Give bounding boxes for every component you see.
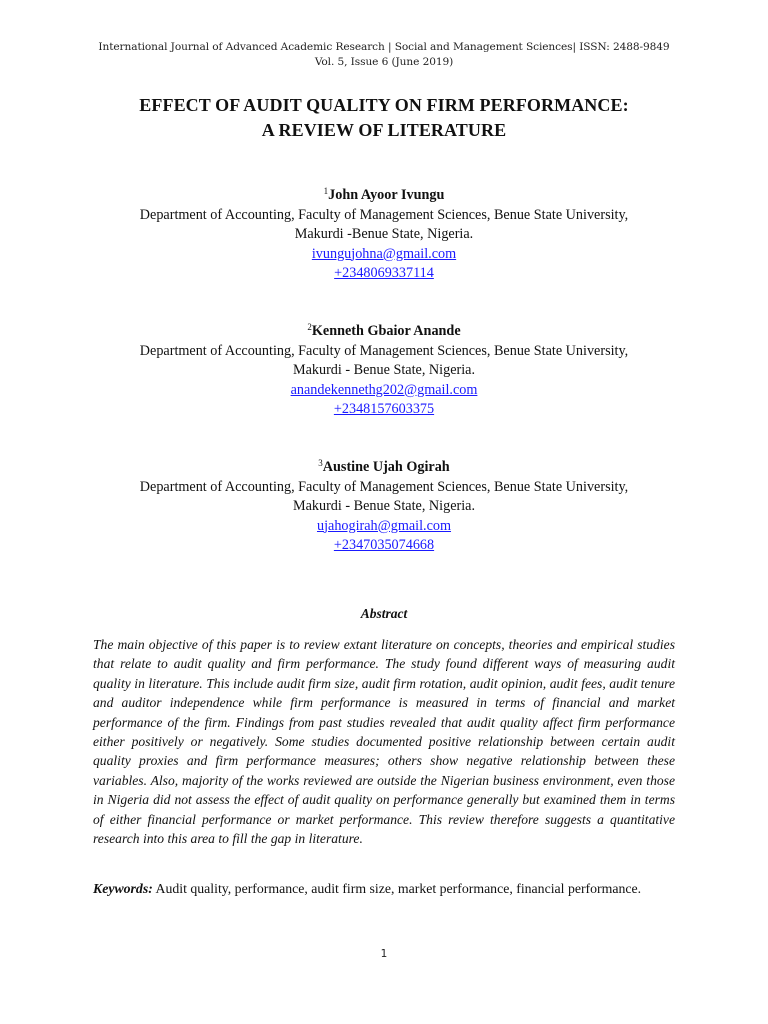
abstract-heading: Abstract	[360, 606, 408, 621]
affiliation-line-2: Makurdi -Benue State, Nigeria.	[294, 226, 474, 242]
keywords-paragraph	[93, 879, 675, 898]
phone-link[interactable]: +2348157603375	[333, 401, 435, 417]
email-link[interactable]: anandekennethg202@gmail.com	[290, 381, 478, 398]
title-line-1: EFFECT OF AUDIT QUALITY ON FIRM PERFORMANCE:	[139, 95, 629, 115]
author-name: John Ayoor Ivungu	[328, 187, 445, 203]
affiliation-line-1: Department of Accounting, Faculty of Management Sciences, Benue State University,	[139, 478, 629, 495]
author-name: Kenneth Gbaior Anande	[311, 323, 461, 339]
paper-title	[0, 93, 768, 143]
phone-link[interactable]: +2347035074668	[333, 537, 435, 553]
volume-line: Vol. 5, Issue 6 (June 2019)	[314, 56, 454, 68]
journal-line: International Journal of Advanced Academic Research | Social and Management Sciences| ISSN: 2488-9849	[98, 41, 670, 53]
author-name-line	[0, 322, 768, 342]
author-number: 1	[323, 186, 329, 196]
author-name-line	[0, 458, 768, 478]
author-block	[0, 322, 768, 420]
email-link[interactable]: ivungujohna@gmail.com	[311, 245, 457, 262]
running-header	[0, 40, 768, 70]
abstract-text: The main objective of this paper is to review extant literature on concepts, theories and empirical studies that relate to audit quality and firm performance. The study found different ways of measuring audit quality in literature. This include audit firm size, audit firm rotation, audit opinion, audit fees, audit tenure and auditor independence while firm performance is measured in terms of financial and market performance of the firm. Findings from past studies revealed that audit quality affect firm performance either positively or negatively. Some studies documented positive relationship between certain audit quality proxies and firm performance measures; others show negative relationship between these variables. Also, majority of the works reviewed are outside the Nigerian business environment, even those in Nigeria did not assess the effect of audit quality on performance generally but examined them in terms of either financial performance or market performance. This review therefore suggests a quantitative research into this area to fill the gap in literature.	[93, 637, 675, 847]
phone-link[interactable]: +2348069337114	[334, 265, 434, 281]
keywords-text: Audit quality, performance, audit firm size, market performance, financial performance.	[152, 881, 642, 896]
author-name-line	[0, 186, 768, 206]
author-block	[0, 458, 768, 556]
affiliation-line-2: Makurdi - Benue State, Nigeria.	[292, 362, 476, 378]
affiliation-line-1: Department of Accounting, Faculty of Management Sciences, Benue State University,	[139, 342, 629, 359]
author-number: 2	[307, 322, 312, 332]
affiliation-line-1: Department of Accounting, Faculty of Management Sciences, Benue State University,	[139, 206, 629, 223]
author-name: Austine Ujah Ogirah	[322, 459, 450, 475]
author-number: 3	[318, 458, 323, 468]
keywords-label: Keywords:	[93, 881, 153, 896]
page-number: 1	[380, 948, 388, 960]
author-block	[0, 186, 768, 284]
affiliation-line-2: Makurdi - Benue State, Nigeria.	[292, 498, 476, 514]
title-line-2: A REVIEW OF LITERATURE	[261, 120, 507, 140]
email-link[interactable]: ujahogirah@gmail.com	[316, 517, 452, 534]
